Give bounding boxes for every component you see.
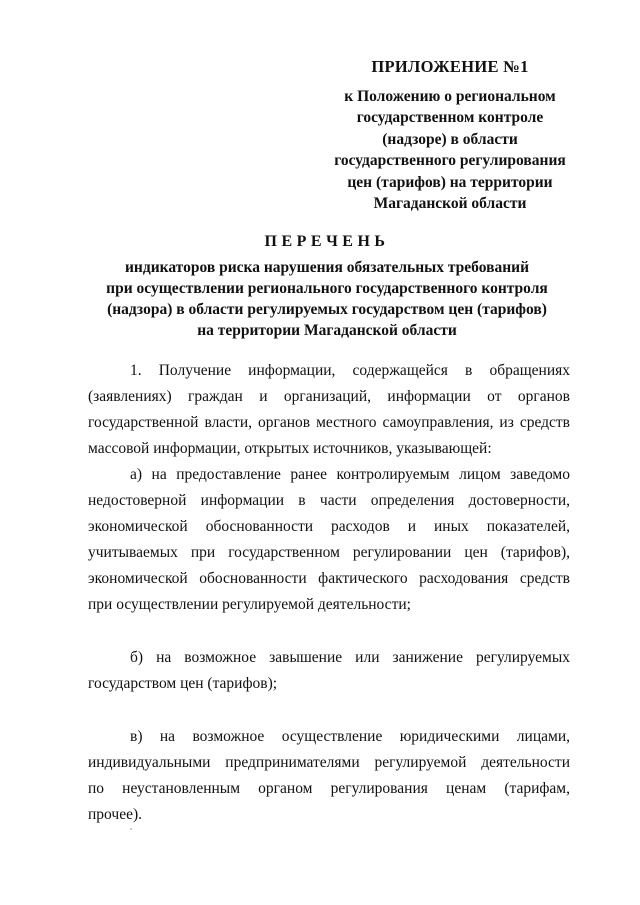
paragraph-line: (заявлениях) граждан и организаций, информации от органов [88,388,570,405]
scan-speck [130,828,132,830]
document-title: ПЕРЕЧЕНЬ [264,233,390,250]
list-item-line: экономической обоснованности фактического расходования средств [88,570,570,587]
list-item-line: по неустановленным органом регулирования ценам (тарифам, [88,780,570,797]
heading-line: на территории Магаданской области [197,322,457,339]
list-item-line: недостоверной информации в части определения достоверности, [88,492,570,509]
list-item-line: государством цен (тарифов); [88,675,278,692]
list-item-line: прочее). [88,806,142,823]
list-item-line: экономической обоснованности расходов и иных показателей, [88,518,570,535]
list-item-line: а) на предоставление ранее контролируемым лицом заведомо [130,466,570,483]
appendix-line: цен (тарифов) на территории [347,173,553,191]
list-item-line: индивидуальными предпринимателями регулируемой деятельности [88,754,570,771]
paragraph-line: 1. Получение информации, содержащейся в обращениях [130,362,570,379]
list-item-line: в) на возможное осуществление юридическими лицами, [130,728,570,745]
appendix-line: государственного регулирования [334,152,566,169]
appendix-line: Магаданской области [373,195,527,212]
document-body [88,358,570,828]
paragraph-line: массовой информации, открытых источников, указывающей: [88,440,492,457]
appendix-line: государственном контроле [356,109,544,126]
heading-line: индикаторов риска нарушения обязательных требований [125,259,529,276]
appendix-line: к Положению о региональном [344,87,556,105]
document-heading [60,233,594,341]
appendix-title: ПРИЛОЖЕНИЕ №1 [371,57,529,76]
appendix-line: (надзоре) в области [382,130,518,148]
heading-line: (надзора) в области регулируемых государством цен (тарифов) [107,301,547,318]
appendix-header [320,56,580,215]
list-item-line: учитываемых при государственном регулировании цен (тарифов), [88,544,570,561]
heading-line: при осуществлении регионального государственного контроля [106,280,548,297]
list-item-line: при осуществлении регулируемой деятельности; [88,596,411,613]
paragraph-line: государственной власти, органов местного самоуправления, из средств [88,414,570,431]
list-item-line: б) на возможное завышение или занижение регулируемых [130,649,570,666]
